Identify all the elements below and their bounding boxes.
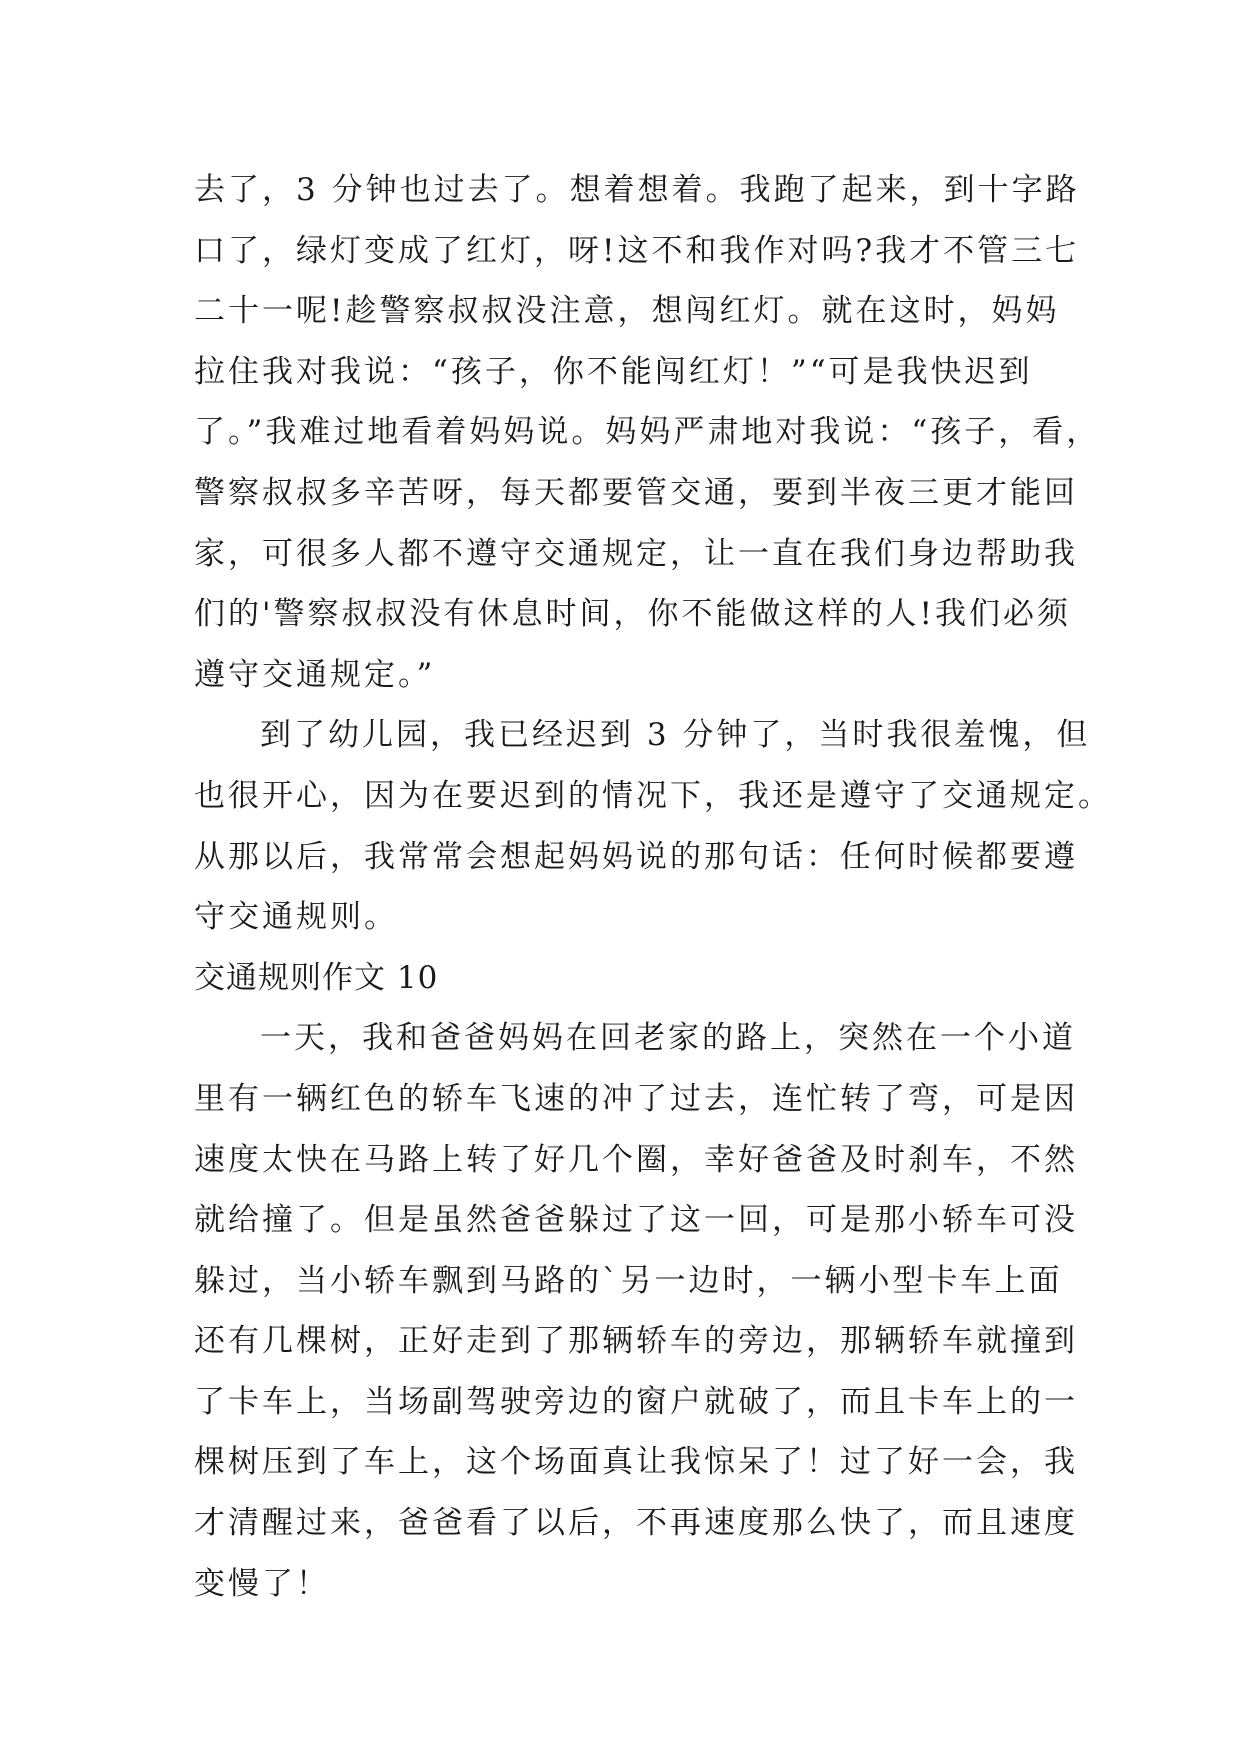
paragraph (194, 1008, 1078, 1614)
text-line: 了卡车上，当场副驾驶旁边的窗户就破了，而且卡车上的一 (194, 1383, 1078, 1420)
text-line: 从那以后，我常常会想起妈妈说的那句话：任何时候都要遵 (194, 838, 1078, 875)
text-line: 还有几棵树，正好走到了那辆轿车的旁边，那辆轿车就撞到 (194, 1323, 1078, 1360)
text-line: 棵树压到了车上，这个场面真让我惊呆了！过了好一会，我 (194, 1444, 1078, 1481)
text-line: 二十一呢!趁警察叔叔没注意，想闯红灯。就在这时，妈妈 (194, 293, 1060, 330)
paragraph (194, 160, 1101, 705)
text-line: 们的'警察叔叔没有休息时间，你不能做这样的人!我们必须 (194, 596, 1071, 633)
text-line: 去了，3 分钟也过去了。想着想着。我跑了起来，到十字路 (194, 172, 1080, 208)
text-line: 口了，绿灯变成了红灯，呀!这不和我作对吗?我才不管三七 (194, 232, 1080, 269)
text-line: 躲过，当小轿车飘到马路的`另一边时，一辆小型卡车上面 (194, 1262, 1063, 1299)
paragraph (194, 705, 1112, 947)
section-heading: 交通规则作文 10 (194, 959, 439, 996)
text-line: 里有一辆红色的轿车飞速的冲了过去，连忙转了弯，可是因 (194, 1080, 1078, 1117)
text-line: 守交通规则。 (194, 899, 398, 936)
text-line: 一天，我和爸爸妈妈在回老家的路上，突然在一个小道 (260, 1020, 1076, 1057)
text-line: 也很开心，因为在要迟到的情况下，我还是遵守了交通规定。 (194, 777, 1112, 814)
text-line: 才清醒过来，爸爸看了以后，不再速度那么快了，而且速度 (194, 1505, 1078, 1542)
text-line: 遵守交通规定。” (194, 656, 436, 693)
document-body (194, 160, 1112, 1614)
text-line: 拉住我对我说：“孩子，你不能闯红灯！”“可是我快迟到 (194, 353, 1033, 390)
text-line: 到了幼儿园，我已经迟到 3 分钟了，当时我很羞愧，但 (260, 717, 1091, 754)
text-line: 家，可很多人都不遵守交通规定，让一直在我们身边帮助我 (194, 535, 1078, 572)
text-line: 速度太快在马路上转了好几个圈，幸好爸爸及时刹车，不然 (194, 1141, 1078, 1178)
text-line: 变慢了！ (194, 1565, 330, 1602)
text-line: 了。”我难过地看着妈妈说。妈妈严肃地对我说：“孩子，看， (194, 414, 1101, 451)
text-line: 警察叔叔多辛苦呀，每天都要管交通，要到半夜三更才能回 (194, 474, 1078, 511)
text-line: 就给撞了。但是虽然爸爸躲过了这一回，可是那小轿车可没 (194, 1202, 1078, 1239)
